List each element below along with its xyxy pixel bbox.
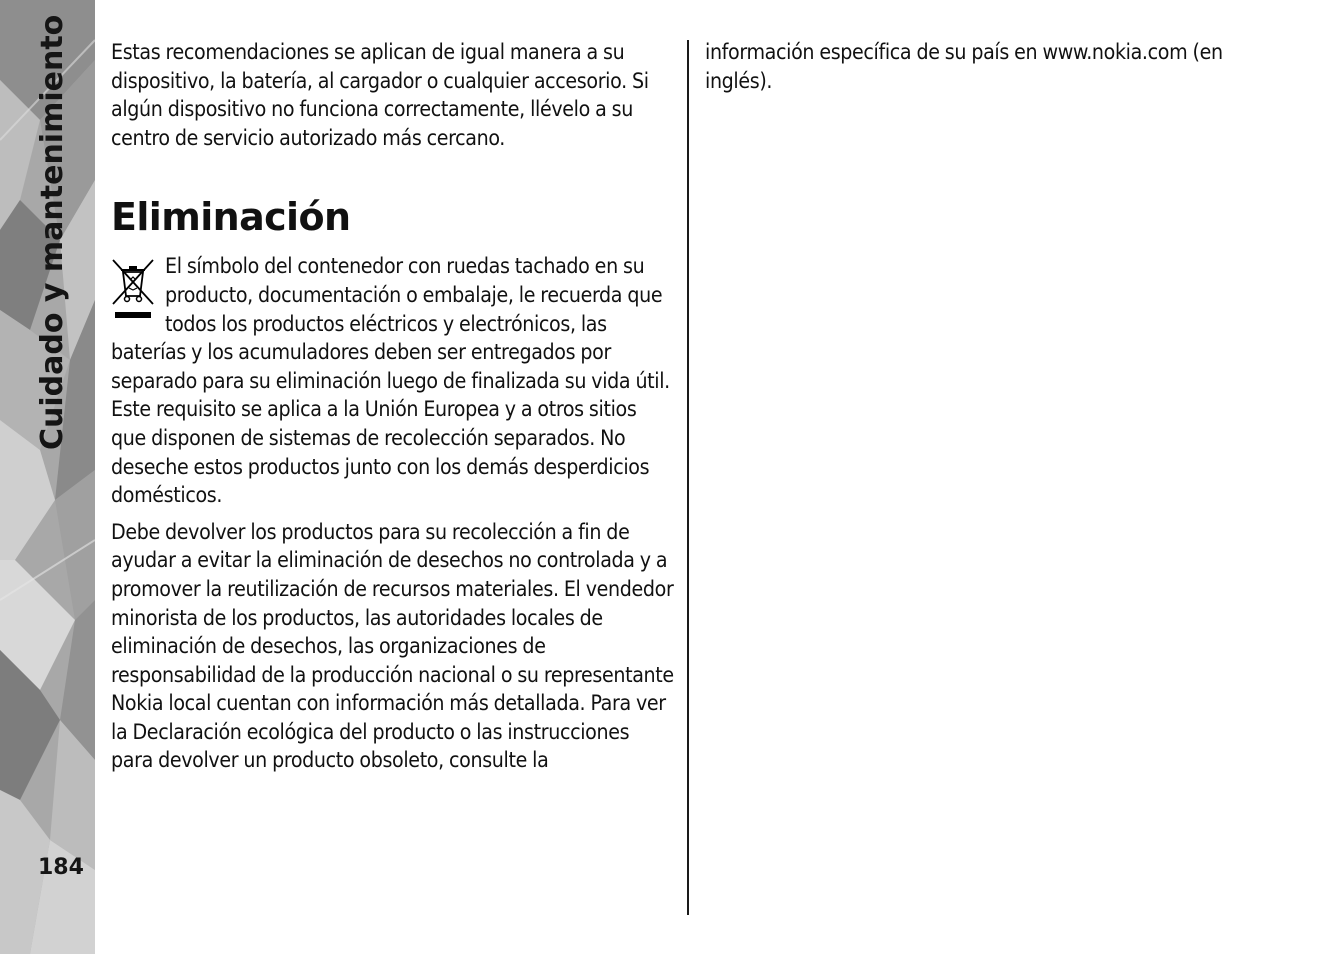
continuation-paragraph: información específica de su país en www.nokia.com (en inglés). — [705, 39, 1223, 93]
return-paragraph: Debe devolver los productos para su recolección a fin de ayudar a evitar la eliminación de desechos no controlada y a promover la reutilización de recursos materiales. El vendedor minorista de los productos, las autoridades locales de eliminación de desechos, las organizaciones de responsabilidad de la producción nacional o su representante Nokia local cuentan con información más detallada. Para ver la Declaración ecológica del producto o las instrucciones para devolver un producto obsoleto, consulte la — [111, 518, 674, 773]
left-column — [111, 38, 676, 775]
weee-paragraph: El símbolo del contenedor con ruedas tachado en su producto, documentación o embalaje, le recuerda que todos los productos eléctricos y electrónicos, las baterías y los acumuladores deben ser entregados por separado para su eliminación luego de finalizada su vida útil. Este requisito se aplica a la Unión Europea y a otros sitios que disponen de sistemas de recolección separados. No deseche estos productos junto con los demás desperdicios domésticos. — [111, 253, 670, 508]
sidebar-decoration — [0, 0, 95, 954]
page-number: 184 — [38, 855, 84, 880]
section-tab — [31, 14, 75, 450]
column-divider — [687, 40, 689, 915]
section-title: Cuidado y mantenimiento — [35, 14, 70, 450]
section-heading: Eliminación — [111, 195, 351, 240]
intro-paragraph: Estas recomendaciones se aplican de igual manera a su dispositivo, la batería, al cargador o cualquier accesorio. Si algún dispositivo no funciona correctamente, llévelo a su centro de servicio autorizado más cercano. — [111, 39, 649, 150]
right-column — [705, 38, 1270, 95]
weee-block — [111, 252, 676, 509]
crossed-out-wheelie-bin-icon — [111, 256, 155, 322]
